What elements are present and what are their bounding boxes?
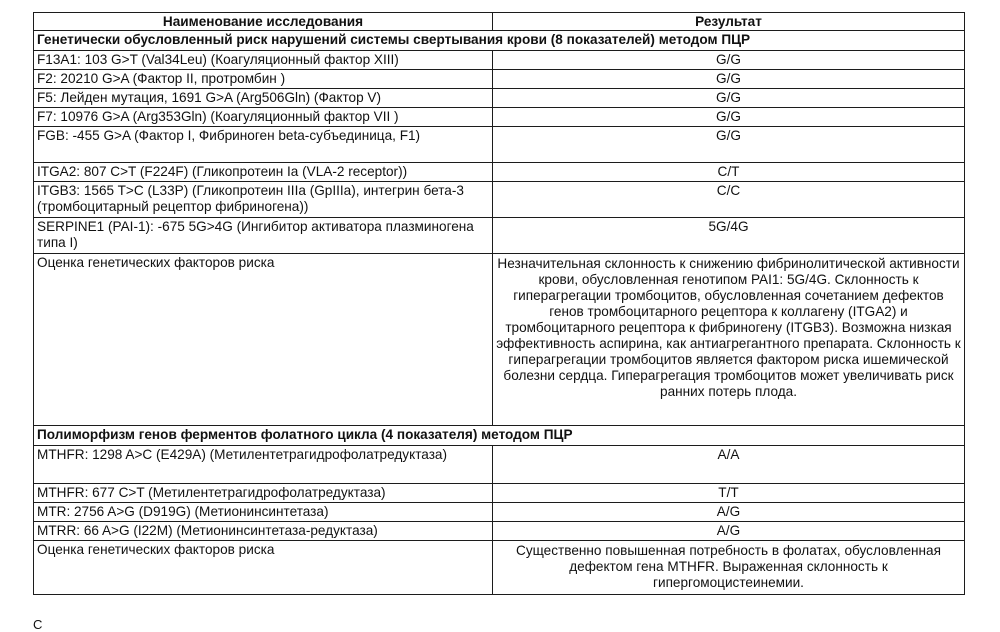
lab-results-document	[33, 12, 964, 595]
test-result: G/G	[493, 51, 965, 70]
cut-off-text-fragment: С	[33, 617, 43, 632]
table-row	[34, 522, 965, 541]
test-name: ITGA2: 807 C>T (F224F) (Гликопротеин Ia (VLA-2 receptor))	[34, 163, 493, 182]
header-result: Результат	[493, 13, 965, 31]
table-row	[34, 89, 965, 108]
table-row	[34, 218, 965, 254]
test-name: FGB: -455 G>A (Фактор I, Фибриноген beta-субъединица, F1)	[34, 127, 493, 163]
results-table	[33, 12, 965, 595]
test-result: C/C	[493, 182, 965, 218]
table-row	[34, 51, 965, 70]
table-header-row	[34, 13, 965, 31]
test-result: G/G	[493, 70, 965, 89]
section-header-row	[34, 426, 965, 446]
test-result: G/G	[493, 127, 965, 163]
table-row	[34, 503, 965, 522]
table-row	[34, 446, 965, 484]
assessment-text: Существенно повышенная потребность в фолатах, обусловленная дефектом гена MTHFR. Выраженная склонность к гипергомоцистеинемии.	[493, 541, 965, 595]
test-result: A/G	[493, 522, 965, 541]
test-name: SERPINE1 (PAI-1): -675 5G>4G (Ингибитор активатора плазминогена типа I)	[34, 218, 493, 254]
test-result: A/A	[493, 446, 965, 484]
section-header-row	[34, 31, 965, 51]
test-result: A/G	[493, 503, 965, 522]
assessment-row	[34, 254, 965, 426]
table-row	[34, 127, 965, 163]
test-name: ITGB3: 1565 T>C (L33P) (Гликопротеин IIIa (GpIIIa), интегрин бета-3 (тромбоцитарный рецептор фибриногена))	[34, 182, 493, 218]
test-name: F2: 20210 G>A (Фактор II, протромбин )	[34, 70, 493, 89]
test-name: F13A1: 103 G>T (Val34Leu) (Коагуляционный фактор XIII)	[34, 51, 493, 70]
test-result: G/G	[493, 89, 965, 108]
table-row	[34, 108, 965, 127]
test-name: MTRR: 66 A>G (I22M) (Метионинсинтетаза-редуктаза)	[34, 522, 493, 541]
test-result: G/G	[493, 108, 965, 127]
test-name: MTHFR: 1298 A>C (E429A) (Метилентетрагидрофолатредуктаза)	[34, 446, 493, 484]
test-name: F5: Лейден мутация, 1691 G>A (Arg506Gln) (Фактор V)	[34, 89, 493, 108]
assessment-text: Незначительная склонность к снижению фибринолитической активности крови, обусловленная генотипом PAI1: 5G/4G. Склонность к гиперагрегации тромбоцитов, обусловленная сочетанием дефектов генов тромбоцитарного рецептора к коллагену (ITGA2) и тромбоцитарного рецептора к фибриногену (ITGB3). Возможна низкая эффективность аспирина, как антиагрегантного препарата. Склонность к гиперагрегации тромбоцитов является фактором риска ишемической болезни сердца. Гиперагрегация тромбоцитов может увеличивать риск ранних потерь плода.	[493, 254, 965, 426]
section-title-coagulation: Генетически обусловленный риск нарушений системы свертывания крови (8 показателей) методом ПЦР	[34, 31, 965, 51]
header-test-name: Наименование исследования	[34, 13, 493, 31]
table-row	[34, 182, 965, 218]
assessment-label: Оценка генетических факторов риска	[34, 541, 493, 595]
table-row	[34, 70, 965, 89]
assessment-row	[34, 541, 965, 595]
test-name: MTHFR: 677 C>T (Метилентетрагидрофолатредуктаза)	[34, 484, 493, 503]
test-name: F7: 10976 G>A (Arg353Gln) (Коагуляционный фактор VII )	[34, 108, 493, 127]
test-result: T/T	[493, 484, 965, 503]
section-title-folate: Полиморфизм генов ферментов фолатного цикла (4 показателя) методом ПЦР	[34, 426, 965, 446]
assessment-label: Оценка генетических факторов риска	[34, 254, 493, 426]
table-row	[34, 484, 965, 503]
test-name: MTR: 2756 A>G (D919G) (Метионинсинтетаза)	[34, 503, 493, 522]
test-result: C/T	[493, 163, 965, 182]
test-result: 5G/4G	[493, 218, 965, 254]
table-row	[34, 163, 965, 182]
